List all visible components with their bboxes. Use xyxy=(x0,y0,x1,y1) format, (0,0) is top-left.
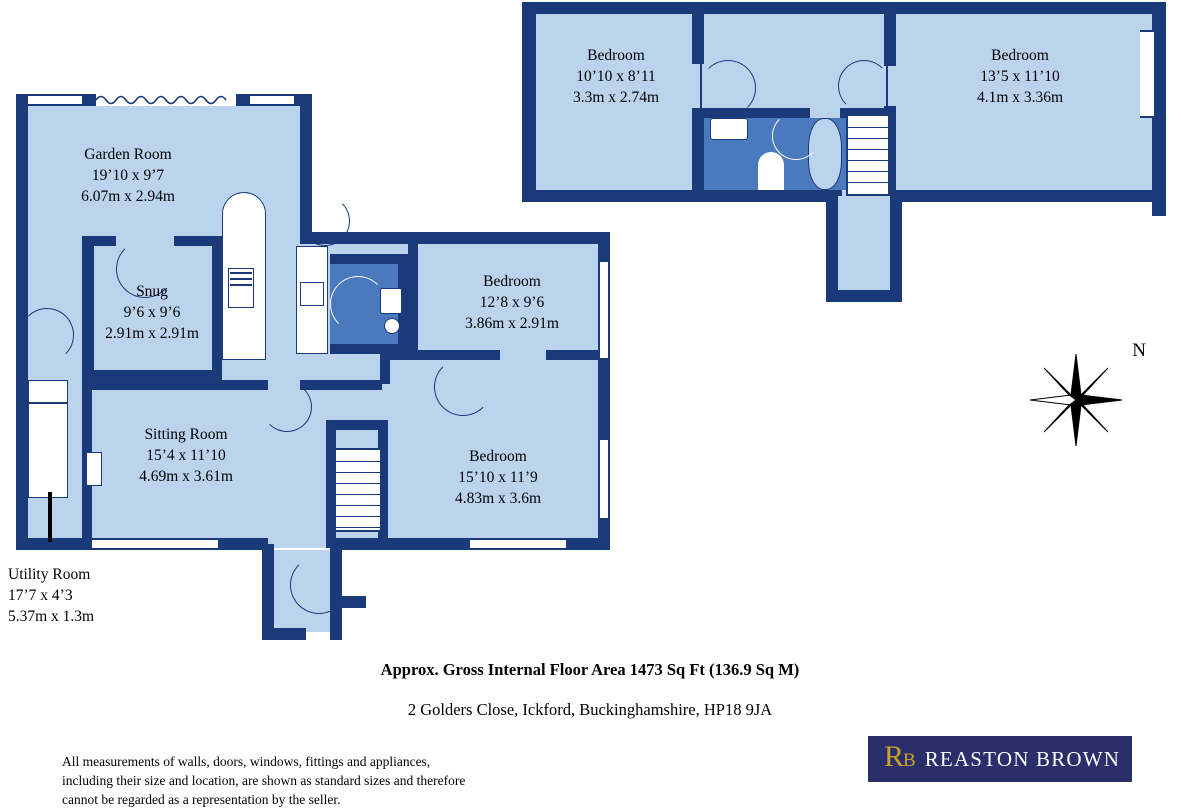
upper-bathroom-shower-tray xyxy=(758,152,784,190)
wall-stairwell-bottom xyxy=(826,290,902,302)
utility-fitting xyxy=(28,380,68,498)
disclaimer-line-1: All measurements of walls, doors, windows, fittings and appliances, xyxy=(62,754,431,769)
door-arc-ground-bath xyxy=(330,276,386,332)
wall-upper-partition-a2 xyxy=(692,108,704,196)
room-label-bedroom-upper-right: Bedroom 13’5 x 11’10 4.1m x 3.36m xyxy=(976,47,1064,106)
wall-sitting-top-a xyxy=(82,380,268,390)
wall-bed-mid-bottom-a xyxy=(380,350,500,360)
wall-ground-upper-right xyxy=(300,232,610,244)
room-label-bedroom-upper-left: Bedroom 10’10 x 8’11 3.3m x 2.74m xyxy=(572,47,660,106)
disclaimer-text xyxy=(62,752,622,809)
property-address-text: 2 Golders Close, Ickford, Buckinghamshire, HP18 9JA xyxy=(407,700,773,719)
door-arc-upper-right xyxy=(838,60,890,112)
wall-bed-mid-bottom-b xyxy=(546,350,600,360)
wall-ground-left-lower xyxy=(16,380,28,550)
stairs-upper xyxy=(846,114,890,196)
wall-upper-bottom-left xyxy=(522,190,842,202)
compass-north-label: N xyxy=(1132,340,1146,361)
wall-stairwell-right xyxy=(890,190,902,302)
wall-upper-bottom-right xyxy=(900,190,1166,202)
wall-sitting-top-b xyxy=(300,380,382,390)
bay-window-detail xyxy=(96,92,238,108)
logo-monogram-b: B xyxy=(903,750,915,771)
wall-porch-left xyxy=(262,544,274,640)
compass-rose xyxy=(1028,340,1146,448)
wall-upper-top xyxy=(522,2,1166,14)
room-label-snug: Snug 9’6 x 9’6 2.91m x 2.91m xyxy=(105,283,199,342)
door-arc-garden xyxy=(300,196,350,246)
logo-monogram-r: R xyxy=(884,740,904,773)
room-label-garden-room: Garden Room 19’10 x 9’7 6.07m x 2.94m xyxy=(81,146,175,205)
cupboard-detail-icon xyxy=(300,282,324,306)
wall-snug-bottom xyxy=(82,370,222,380)
room-label-sitting-room: Sitting Room 15’4 x 11’10 4.69m x 3.61m xyxy=(139,426,233,485)
wall-upper-partition-b xyxy=(884,8,896,66)
wall-upper-right xyxy=(1152,2,1166,216)
door-arc-upper-bath xyxy=(772,112,820,160)
wall-porch-bottom-a xyxy=(262,628,306,640)
room-label-utility-room: Utility Room 17’7 x 4’3 5.37m x 1.3m xyxy=(8,566,95,625)
window-frame-ur-bottom xyxy=(1140,116,1154,118)
disclaimer-line-2: including their size and location, are shown as standard sizes and therefore xyxy=(62,773,466,788)
window-upper-right xyxy=(1140,30,1154,118)
wall-stairwell-left xyxy=(826,190,838,302)
wall-pier-bottom xyxy=(432,538,470,550)
door-leaf-upper-right xyxy=(886,62,888,106)
basin-icon-ground xyxy=(384,318,400,334)
floor-area-text: Approx. Gross Internal Floor Area 1473 Sq Ft (136.9 Sq M) xyxy=(380,660,800,679)
compass-icon xyxy=(1028,352,1124,448)
wall-lower-hall-top xyxy=(326,420,386,430)
logo-brand-name: REASTON BROWN xyxy=(924,746,1121,771)
wall-ground-bath-top xyxy=(330,254,408,264)
wall-snug-top-a xyxy=(82,236,116,246)
wall-hall-right-a xyxy=(380,350,390,384)
door-arc-entrance xyxy=(290,556,348,614)
stairs-ground xyxy=(334,448,382,532)
utility-pointer xyxy=(48,492,52,542)
basin-icon-upper xyxy=(710,118,748,140)
window-frame-ur-top xyxy=(1140,30,1154,32)
wall-garden-pier-1 xyxy=(236,94,250,106)
door-arc-bed-mid xyxy=(434,358,492,416)
room-label-bedroom-lower-right: Bedroom 15’10 x 11’9 4.83m x 3.6m xyxy=(454,448,542,507)
room-label-bedroom-mid-right: Bedroom 12’8 x 9’6 3.86m x 2.91m xyxy=(465,273,559,332)
disclaimer-line-3: cannot be regarded as a representation by the seller. xyxy=(62,792,341,807)
logo-monogram xyxy=(884,742,915,776)
agency-logo xyxy=(868,736,1132,782)
